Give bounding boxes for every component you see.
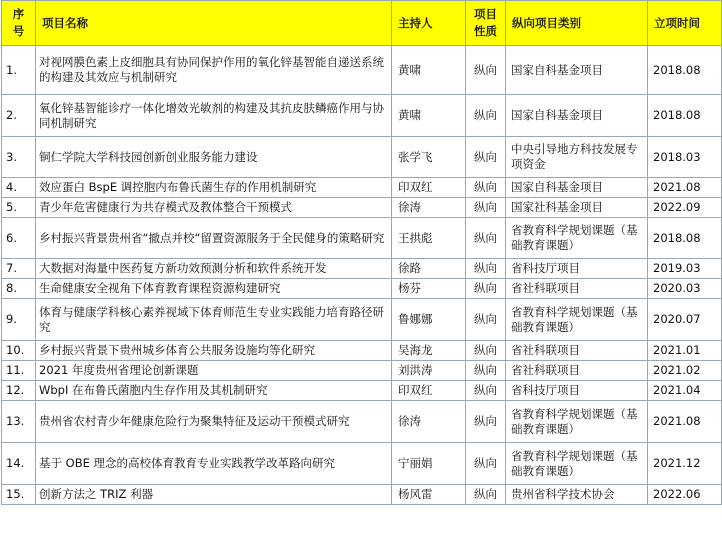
header-category: 纵向项目类别 bbox=[506, 1, 648, 46]
cell-principal-investigator: 印双红 bbox=[392, 178, 466, 198]
cell-project-name: 青少年危害健康行为共存模式及教体整合干预模式 bbox=[36, 198, 392, 218]
table-row bbox=[2, 46, 722, 95]
cell-date: 2020.07 bbox=[648, 299, 722, 341]
cell-date: 2018.08 bbox=[648, 218, 722, 259]
cell-category: 贵州省科学技术协会 bbox=[506, 485, 648, 505]
header-no bbox=[2, 1, 36, 46]
cell-principal-investigator: 徐涛 bbox=[392, 198, 466, 218]
table-row bbox=[2, 361, 722, 381]
cell-nature: 纵向 bbox=[466, 341, 506, 361]
cell-no: 5. bbox=[2, 198, 36, 218]
cell-date: 2018.08 bbox=[648, 95, 722, 137]
cell-nature: 纵向 bbox=[466, 95, 506, 137]
cell-project-name: 乡村振兴背景下贵州城乡体育公共服务设施均等化研究 bbox=[36, 341, 392, 361]
cell-category: 省教育科学规划课题（基础教育课题） bbox=[506, 443, 648, 485]
table-row bbox=[2, 401, 722, 443]
cell-date: 2020.03 bbox=[648, 279, 722, 299]
cell-project-name: 效应蛋白 BspE 调控胞内布鲁氏菌生存的作用机制研究 bbox=[36, 178, 392, 198]
cell-date: 2018.08 bbox=[648, 46, 722, 95]
cell-nature: 纵向 bbox=[466, 401, 506, 443]
cell-principal-investigator: 印双红 bbox=[392, 381, 466, 401]
cell-principal-investigator: 徐路 bbox=[392, 259, 466, 279]
header-no-line2: 号 bbox=[12, 24, 25, 38]
cell-no: 8. bbox=[2, 279, 36, 299]
cell-nature: 纵向 bbox=[466, 198, 506, 218]
cell-principal-investigator: 刘洪涛 bbox=[392, 361, 466, 381]
cell-project-name: 铜仁学院大学科技园创新创业服务能力建设 bbox=[36, 137, 392, 178]
cell-category: 国家自科基金项目 bbox=[506, 46, 648, 95]
table-row bbox=[2, 218, 722, 259]
cell-date: 2021.02 bbox=[648, 361, 722, 381]
header-date: 立项时间 bbox=[648, 1, 722, 46]
cell-principal-investigator: 王拱彪 bbox=[392, 218, 466, 259]
cell-category: 省科技厅项目 bbox=[506, 381, 648, 401]
cell-category: 国家自科基金项目 bbox=[506, 178, 648, 198]
cell-nature: 纵向 bbox=[466, 279, 506, 299]
header-nature-line2: 性质 bbox=[474, 24, 497, 38]
cell-nature: 纵向 bbox=[466, 178, 506, 198]
cell-date: 2021.08 bbox=[648, 401, 722, 443]
cell-category: 省教育科学规划课题（基础教育课题） bbox=[506, 401, 648, 443]
cell-principal-investigator: 黄啸 bbox=[392, 46, 466, 95]
cell-date: 2021.12 bbox=[648, 443, 722, 485]
header-row bbox=[2, 1, 722, 46]
cell-category: 省教育科学规划课题（基础教育课题） bbox=[506, 299, 648, 341]
cell-project-name: 氧化锌基智能诊疗一体化增效光敏剂的构建及其抗皮肤鳞癌作用与协同机制研究 bbox=[36, 95, 392, 137]
cell-no: 14. bbox=[2, 443, 36, 485]
header-name: 项目名称 bbox=[36, 1, 392, 46]
cell-principal-investigator: 张学飞 bbox=[392, 137, 466, 178]
cell-project-name: 乡村振兴背景贵州省“撤点并校“留置资源服务于全民健身的策略研究 bbox=[36, 218, 392, 259]
cell-date: 2021.04 bbox=[648, 381, 722, 401]
cell-category: 国家自科基金项目 bbox=[506, 95, 648, 137]
cell-no: 15. bbox=[2, 485, 36, 505]
cell-no: 1. bbox=[2, 46, 36, 95]
cell-nature: 纵向 bbox=[466, 46, 506, 95]
header-pi: 主持人 bbox=[392, 1, 466, 46]
cell-principal-investigator: 杨芬 bbox=[392, 279, 466, 299]
cell-date: 2019.03 bbox=[648, 259, 722, 279]
cell-no: 10. bbox=[2, 341, 36, 361]
cell-no: 9. bbox=[2, 299, 36, 341]
cell-no: 2. bbox=[2, 95, 36, 137]
cell-category: 省教育科学规划课题（基础教育课题） bbox=[506, 218, 648, 259]
cell-project-name: 创新方法之 TRIZ 利器 bbox=[36, 485, 392, 505]
cell-principal-investigator: 黄啸 bbox=[392, 95, 466, 137]
cell-nature: 纵向 bbox=[466, 381, 506, 401]
cell-project-name: 体育与健康学科核心素养视域下体育师范生专业实践能力培育路径研究 bbox=[36, 299, 392, 341]
cell-no: 3. bbox=[2, 137, 36, 178]
table-row bbox=[2, 341, 722, 361]
table-row bbox=[2, 443, 722, 485]
project-table bbox=[1, 0, 722, 505]
cell-project-name: 贵州省农村青少年健康危险行为聚集特征及运动干预模式研究 bbox=[36, 401, 392, 443]
cell-no: 12. bbox=[2, 381, 36, 401]
cell-principal-investigator: 宁丽娟 bbox=[392, 443, 466, 485]
table-row bbox=[2, 95, 722, 137]
cell-nature: 纵向 bbox=[466, 443, 506, 485]
table-body bbox=[2, 46, 722, 505]
cell-principal-investigator: 鲁娜娜 bbox=[392, 299, 466, 341]
cell-nature: 纵向 bbox=[466, 299, 506, 341]
table-row bbox=[2, 137, 722, 178]
table-row bbox=[2, 178, 722, 198]
cell-no: 13. bbox=[2, 401, 36, 443]
cell-date: 2022.09 bbox=[648, 198, 722, 218]
table-row bbox=[2, 279, 722, 299]
cell-category: 省科技厅项目 bbox=[506, 259, 648, 279]
cell-category: 省社科联项目 bbox=[506, 361, 648, 381]
cell-date: 2021.01 bbox=[648, 341, 722, 361]
cell-principal-investigator: 杨风雷 bbox=[392, 485, 466, 505]
cell-category: 国家社科基金项目 bbox=[506, 198, 648, 218]
cell-project-name: 2021 年度贵州省理论创新课题 bbox=[36, 361, 392, 381]
cell-category: 中央引导地方科技发展专项资金 bbox=[506, 137, 648, 178]
cell-nature: 纵向 bbox=[466, 485, 506, 505]
cell-nature: 纵向 bbox=[466, 137, 506, 178]
cell-project-name: WbpI 在布鲁氏菌胞内生存作用及其机制研究 bbox=[36, 381, 392, 401]
cell-project-name: 对视网膜色素上皮细胞具有协同保护作用的氧化锌基智能自递送系统的构建及其效应与机制研究 bbox=[36, 46, 392, 95]
header-nature-line1: 项目 bbox=[474, 7, 497, 21]
cell-nature: 纵向 bbox=[466, 259, 506, 279]
cell-no: 6. bbox=[2, 218, 36, 259]
cell-project-name: 生命健康安全视角下体育教育课程资源构建研究 bbox=[36, 279, 392, 299]
cell-date: 2022.06 bbox=[648, 485, 722, 505]
table-row bbox=[2, 259, 722, 279]
cell-no: 7. bbox=[2, 259, 36, 279]
cell-date: 2018.03 bbox=[648, 137, 722, 178]
cell-category: 省社科联项目 bbox=[506, 341, 648, 361]
cell-project-name: 大数据对海量中医药复方新功效预测分析和软件系统开发 bbox=[36, 259, 392, 279]
cell-principal-investigator: 徐涛 bbox=[392, 401, 466, 443]
table-row bbox=[2, 198, 722, 218]
cell-principal-investigator: 吴海龙 bbox=[392, 341, 466, 361]
header-nature bbox=[466, 1, 506, 46]
table-row bbox=[2, 381, 722, 401]
table-row bbox=[2, 299, 722, 341]
table-row bbox=[2, 485, 722, 505]
cell-no: 4. bbox=[2, 178, 36, 198]
cell-no: 11. bbox=[2, 361, 36, 381]
header-no-line1: 序 bbox=[12, 7, 25, 21]
cell-nature: 纵向 bbox=[466, 361, 506, 381]
cell-category: 省社科联项目 bbox=[506, 279, 648, 299]
cell-nature: 纵向 bbox=[466, 218, 506, 259]
cell-date: 2021.08 bbox=[648, 178, 722, 198]
cell-project-name: 基于 OBE 理念的高校体育教育专业实践教学改革路向研究 bbox=[36, 443, 392, 485]
